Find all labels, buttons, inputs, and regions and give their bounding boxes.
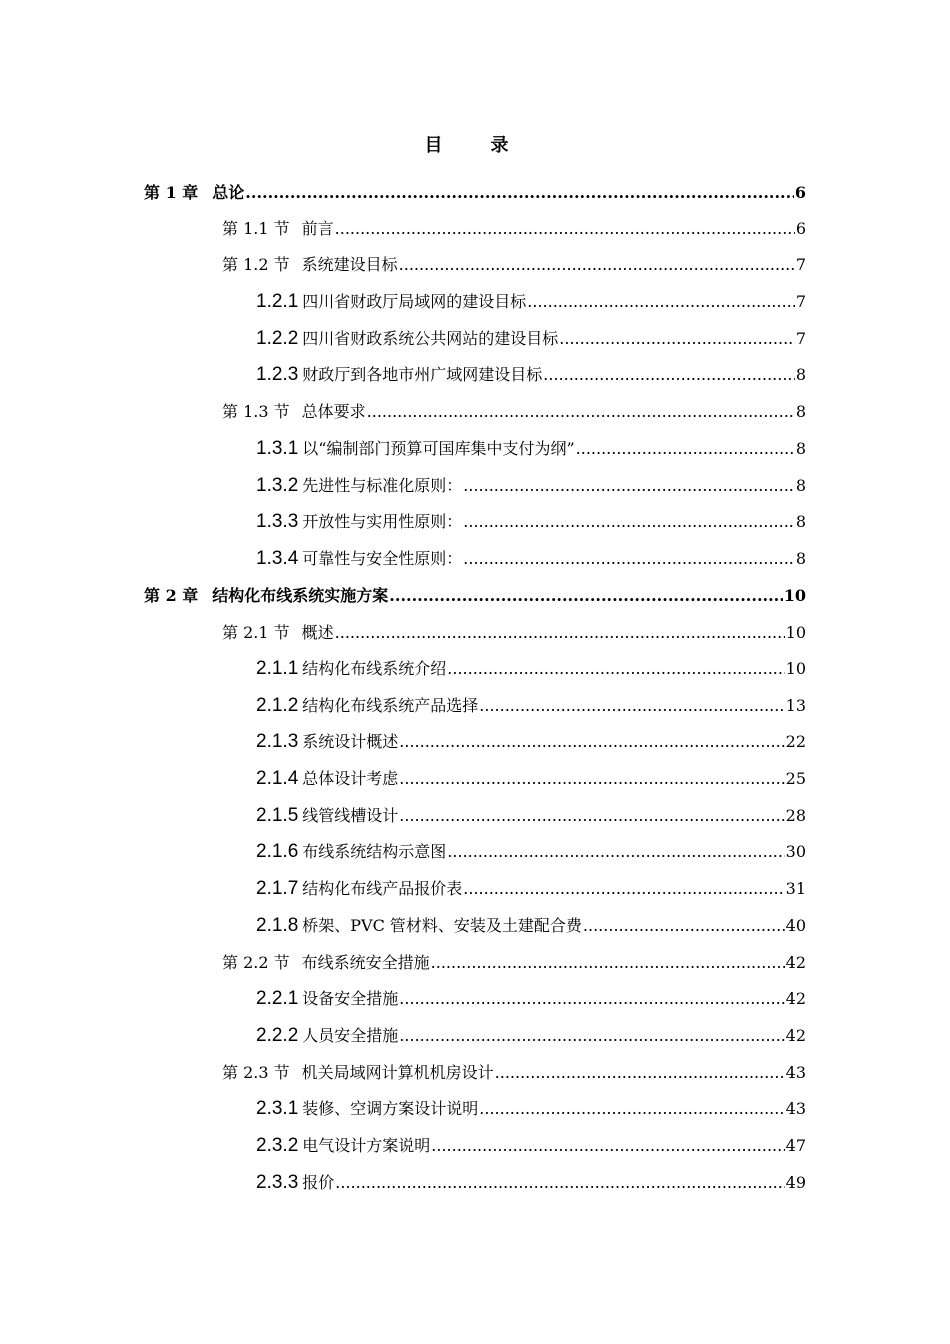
toc-entry-number: 2.1.8 [256,915,299,936]
toc-entry-label: 以“编制部门预算可国库集中支付为纲” [302,439,575,458]
toc-entry-level2[interactable] [222,399,806,422]
toc-entry-number: 2.1.3 [256,731,299,752]
toc-entry-label: 布线系统安全措施 [301,953,430,972]
toc-leader-dots [495,1063,785,1082]
toc-leader-dots [463,512,795,531]
toc-entry-number: 第 2.1 节 [222,623,290,642]
toc-entry-level2[interactable] [222,216,806,239]
toc-leader-dots [399,255,795,274]
toc-entry-label: 结构化布线系统实施方案 [212,586,389,605]
toc-leader-dots [447,659,784,678]
toc-entry-label: 总体设计考虑 [302,769,399,788]
toc-entry-number: 1.2.1 [256,291,299,312]
toc-entry-label: 结构化布线系统介绍 [302,659,447,678]
toc-entry-label: 财政厅到各地市州广域网建设目标 [302,365,543,384]
toc-entry-number: 2.2.2 [256,1025,299,1046]
toc-entry-number: 1.3.2 [256,475,299,496]
toc-entry-page: 43 [785,1099,806,1118]
toc-leader-dots [399,1026,784,1045]
toc-entry-level3[interactable] [256,1133,806,1157]
toc-entry-page: 31 [785,879,806,898]
toc-entry-number: 第 1 章 [144,183,199,202]
toc-entry-number: 第 2.2 节 [222,953,290,972]
toc-entry-page: 40 [785,916,806,935]
toc-leader-dots [543,365,795,384]
toc-entry-number: 2.1.1 [256,658,299,679]
toc-entry-label: 开放性与实用性原则： [302,512,463,531]
toc-entry-label: 人员安全措施 [302,1026,399,1045]
toc-leader-dots [479,1099,784,1118]
toc-entry-level3[interactable] [256,803,806,827]
toc-leader-dots [335,1173,784,1192]
toc-entry-page: 10 [785,623,806,642]
toc-entry-label: 四川省财政厅局域网的建设目标 [302,292,527,311]
toc-entry-level2[interactable] [222,1060,806,1083]
toc-leader-dots [335,623,785,642]
toc-entry-page: 8 [795,439,806,458]
toc-leader-dots [463,549,795,568]
toc-leader-dots [335,219,795,238]
toc-entry-level3[interactable] [256,1096,806,1120]
toc-entry-page: 22 [785,732,806,751]
toc-entry-label: 装修、空调方案设计说明 [302,1099,479,1118]
toc-leader-dots [559,329,795,348]
toc-entry-number: 2.3.2 [256,1135,299,1156]
toc-entry-label: 布线系统结构示意图 [302,842,447,861]
toc-entry-level3[interactable] [256,766,806,790]
toc-entry-number: 2.1.2 [256,695,299,716]
toc-title [0,131,935,157]
toc-entry-level2[interactable] [222,950,806,973]
toc-entry-number: 第 2.3 节 [222,1063,290,1082]
toc-leader-dots [463,879,784,898]
toc-leader-dots [399,806,784,825]
toc-entry-number: 2.2.1 [256,988,299,1009]
toc-entry-page: 42 [785,989,806,1008]
toc-entry-label: 系统设计概述 [302,732,399,751]
toc-entry-page: 47 [785,1136,806,1155]
toc-entry-label: 电气设计方案说明 [302,1136,431,1155]
toc-entry-page: 42 [785,953,806,972]
toc-entry-label: 报价 [302,1173,335,1192]
toc-entry-level3[interactable] [256,729,806,753]
toc-entry-level3[interactable] [256,326,806,350]
toc-title-part1: 目 [424,135,445,156]
toc-entry-number: 1.3.1 [256,438,299,459]
toc-leader-dots [245,183,794,202]
toc-entry-level3[interactable] [256,546,806,570]
toc-entry-page: 42 [785,1026,806,1045]
toc-entry-label: 结构化布线系统产品选择 [302,696,479,715]
toc-entry-page: 7 [795,329,806,348]
toc-leader-dots [431,953,785,972]
toc-entry-label: 总体要求 [301,402,366,421]
toc-entry-number: 2.1.4 [256,768,299,789]
toc-entry-label: 四川省财政系统公共网站的建设目标 [302,329,559,348]
toc-entry-number: 第 1.1 节 [222,219,290,238]
toc-title-part2: 录 [490,135,511,156]
toc-entry-page: 28 [785,806,806,825]
toc-leader-dots [527,292,795,311]
toc-leader-dots [389,586,782,605]
toc-entry-level3[interactable] [256,362,806,386]
toc-entry-number: 1.2.3 [256,364,299,385]
toc-entry-level3[interactable] [256,876,806,900]
toc-entry-number: 2.1.6 [256,841,299,862]
toc-entry-level1[interactable] [144,583,806,606]
toc-entry-level3[interactable] [256,473,806,497]
toc-entry-number: 2.1.7 [256,878,299,899]
toc-entry-label: 线管线槽设计 [302,806,399,825]
toc-entry-level3[interactable] [256,289,806,313]
toc-entry-page: 49 [785,1173,806,1192]
toc-leader-dots [431,1136,784,1155]
toc-entry-page: 30 [785,842,806,861]
toc-entry-number: 2.3.3 [256,1172,299,1193]
toc-leader-dots [367,402,795,421]
toc-entry-page: 8 [795,402,806,421]
toc-entry-label: 系统建设目标 [301,255,398,274]
toc-leader-dots [399,769,784,788]
toc-entry-page: 10 [783,586,806,605]
toc-entry-label: 先进性与标准化原则： [302,476,463,495]
toc-entry-page: 6 [794,183,806,202]
toc-entry-number: 1.3.4 [256,548,299,569]
toc-entry-label: 前言 [301,219,334,238]
toc-entry-level1[interactable] [144,180,806,203]
toc-entry-label: 总论 [212,183,245,202]
toc-entry-level3[interactable] [256,913,806,937]
toc-entry-page: 6 [795,219,806,238]
toc-leader-dots [399,732,784,751]
toc-entry-page: 8 [795,476,806,495]
toc-entry-page: 25 [785,769,806,788]
toc-entry-label: 结构化布线产品报价表 [302,879,463,898]
toc-leader-dots [463,476,795,495]
toc-entry-level2[interactable] [222,620,806,643]
toc-entry-number: 2.1.5 [256,805,299,826]
toc-entry-label: 设备安全措施 [302,989,399,1008]
toc-entry-page: 8 [795,365,806,384]
toc-entry-number: 第 1.2 节 [222,255,290,274]
toc-entry-number: 2.3.1 [256,1098,299,1119]
toc-entry-label: 可靠性与安全性原则： [302,549,463,568]
toc-leader-dots [479,696,784,715]
toc-leader-dots [583,916,785,935]
toc-entry-number: 1.2.2 [256,328,299,349]
toc-leader-dots [576,439,795,458]
toc-entry-page: 10 [785,659,806,678]
toc-entry-label: 桥架、PVC 管材料、安装及土建配合费 [302,916,582,935]
toc-entry-number: 第 1.3 节 [222,402,290,421]
toc-entry-level2[interactable] [222,252,806,275]
toc-entry-level3[interactable] [256,436,806,460]
toc-entry-level3[interactable] [256,1170,806,1194]
toc-leader-dots [447,842,784,861]
toc-leader-dots [399,989,784,1008]
toc-entry-number: 1.3.3 [256,511,299,532]
toc-entry-level3[interactable] [256,1023,806,1047]
toc-entry-level3[interactable] [256,693,806,717]
toc-entry-label: 机关局域网计算机机房设计 [301,1063,494,1082]
toc-entry-level3[interactable] [256,986,806,1010]
toc-entry-level3[interactable] [256,839,806,863]
toc-entry-page: 7 [795,292,806,311]
toc-entry-number: 第 2 章 [144,586,199,605]
toc-entry-level3[interactable] [256,509,806,533]
toc-entry-page: 13 [785,696,806,715]
toc-entry-page: 43 [785,1063,806,1082]
toc-entry-page: 7 [795,255,806,274]
toc-entry-label: 概述 [301,623,334,642]
toc-entry-page: 8 [795,512,806,531]
toc-entry-level3[interactable] [256,656,806,680]
toc-entry-page: 8 [795,549,806,568]
